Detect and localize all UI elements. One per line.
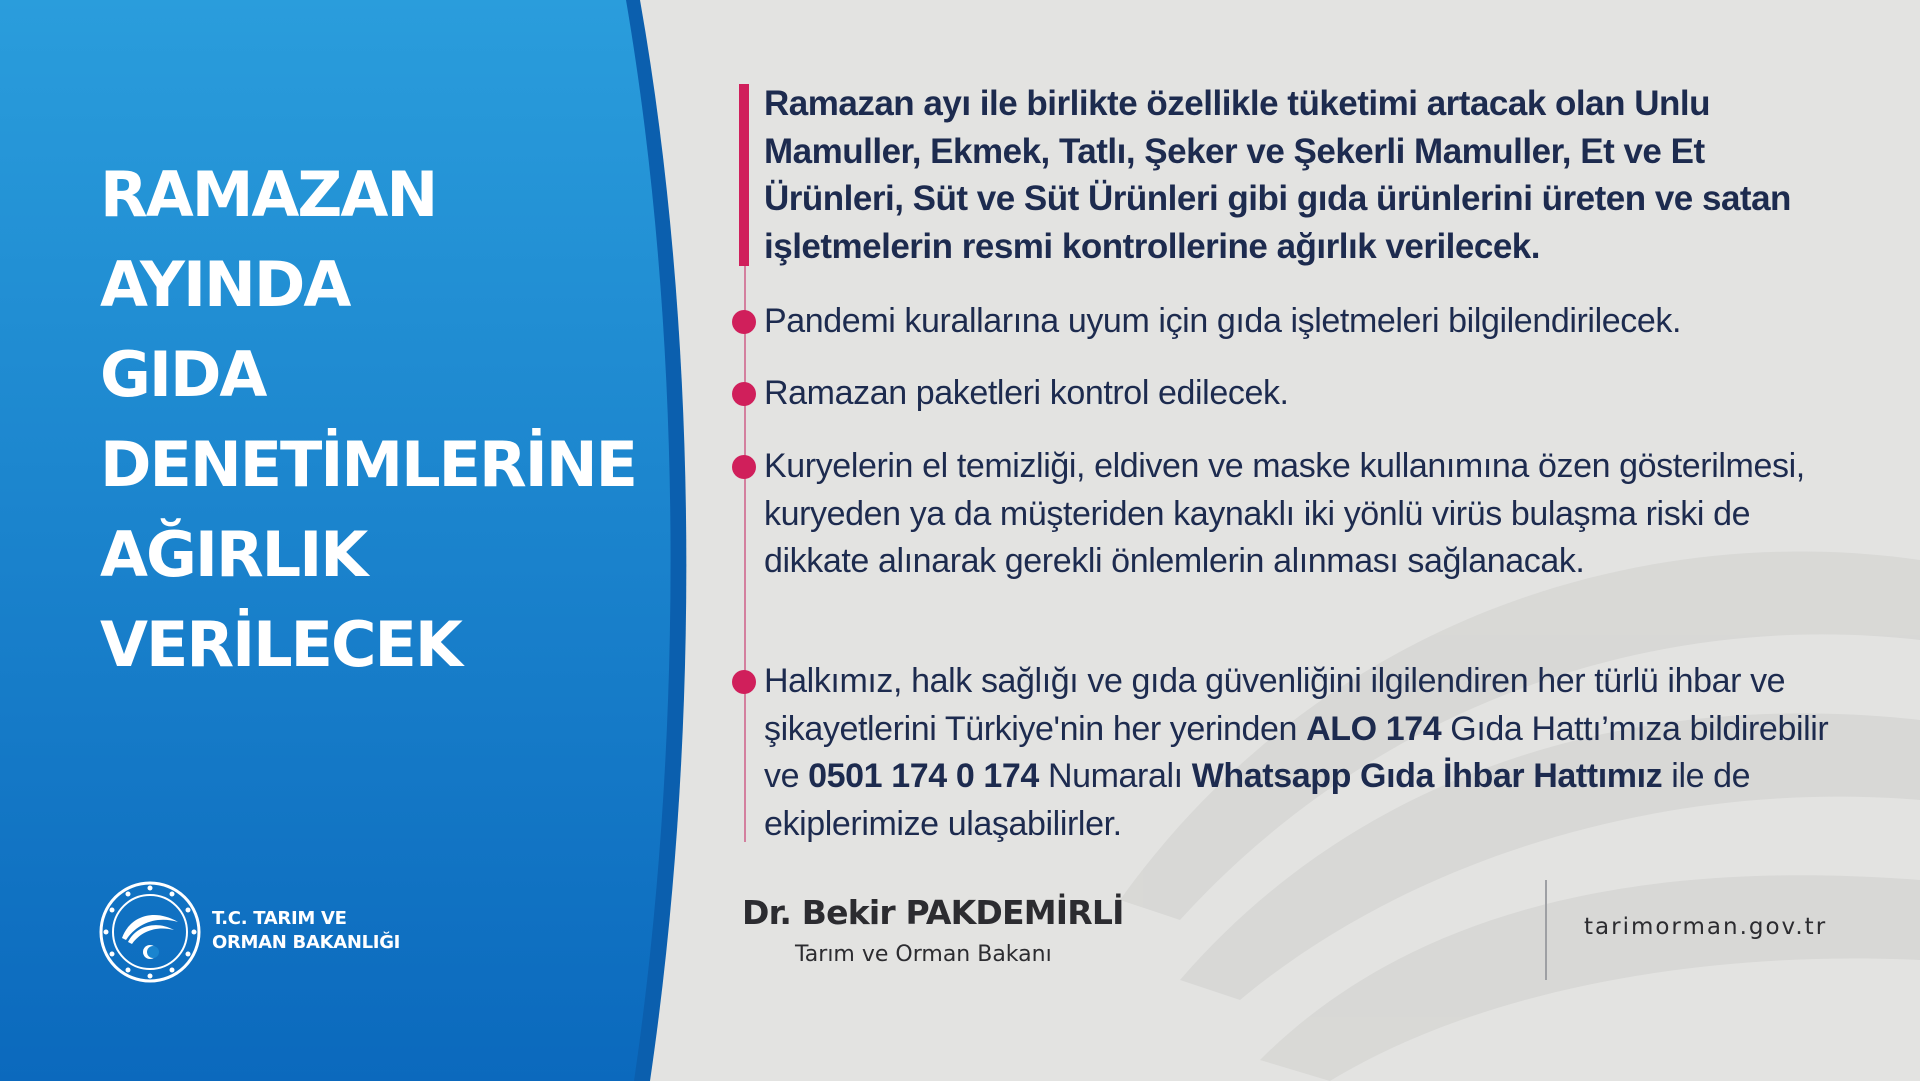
- headline-line: GIDA: [100, 338, 266, 411]
- hotline-text: Numaralı: [1038, 757, 1192, 795]
- ministry-name: [212, 907, 400, 955]
- bullet-item: Ramazan paketleri kontrol edilecek.: [764, 374, 1289, 412]
- ministry-line-2: ORMAN BAKANLIĞI: [212, 932, 401, 953]
- headline: [100, 150, 660, 690]
- bullet-timeline-line: [744, 266, 746, 842]
- headline-line: AYINDA: [100, 248, 350, 321]
- alo-hotline-number: ALO 174: [1306, 709, 1442, 748]
- bullet-item-hotline: [764, 658, 1834, 848]
- hotline-text: ile de ekiplerimize ulaşabilirler.: [764, 757, 1751, 843]
- intro-accent-bar: [739, 84, 749, 266]
- ministry-line-1: T.C. TARIM VE: [212, 908, 347, 929]
- bullet-dot: [732, 670, 756, 694]
- headline-line: AĞIRLIK: [100, 518, 367, 591]
- hotline-text: Gıda Hattı’mıza bildirebilir ve: [764, 709, 1829, 795]
- bullet-dot: [732, 310, 756, 334]
- headline-line: RAMAZAN: [100, 158, 437, 231]
- hotline-text: Halkımız, halk sağlığı ve gıda güvenliğini ilgilendiren her türlü ihbar ve şikayetlerini Türkiye'nin her yerinden: [764, 662, 1786, 748]
- bullet-item: Kuryelerin el temizliği, eldiven ve maske kullanımına özen gösterilmesi, kuryeden ya da müşteriden kaynaklı iki yönlü virüs bulaşma riski de dikkate alınarak gerekli önlemlerin alınması sağlanacak.: [764, 447, 1805, 580]
- headline-line: VERİLECEK: [100, 608, 461, 681]
- bullet-item: Pandemi kurallarına uyum için gıda işletmeleri bilgilendirilecek.: [764, 302, 1681, 340]
- intro-paragraph: Ramazan ayı ile birlikte özellikle tüketimi artacak olan Unlu Mamuller, Ekmek, Tatlı, Şeker ve Şekerli Mamuller, Et ve Et Ürünleri, Süt ve Süt Ürünleri gibi gıda ürünlerini üreten ve satan işletmelerin resmi kontrollerine ağırlık verilecek.: [764, 84, 1791, 266]
- headline-line: DENETİMLERİNE: [100, 428, 637, 501]
- bullet-dot: [732, 382, 756, 406]
- bullet-dot: [732, 455, 756, 479]
- footer-divider: [1545, 880, 1547, 980]
- whatsapp-number: 0501 174 0 174: [808, 757, 1039, 795]
- ministry-emblem-icon: [98, 880, 202, 984]
- signature-role: Tarım ve Orman Bakanı: [795, 942, 1052, 967]
- website-url: tarimorman.gov.tr: [1584, 914, 1828, 940]
- signature-name: Dr. Bekir PAKDEMİRLİ: [742, 893, 1124, 932]
- whatsapp-line-name: Whatsapp Gıda İhbar Hattımız: [1191, 757, 1663, 795]
